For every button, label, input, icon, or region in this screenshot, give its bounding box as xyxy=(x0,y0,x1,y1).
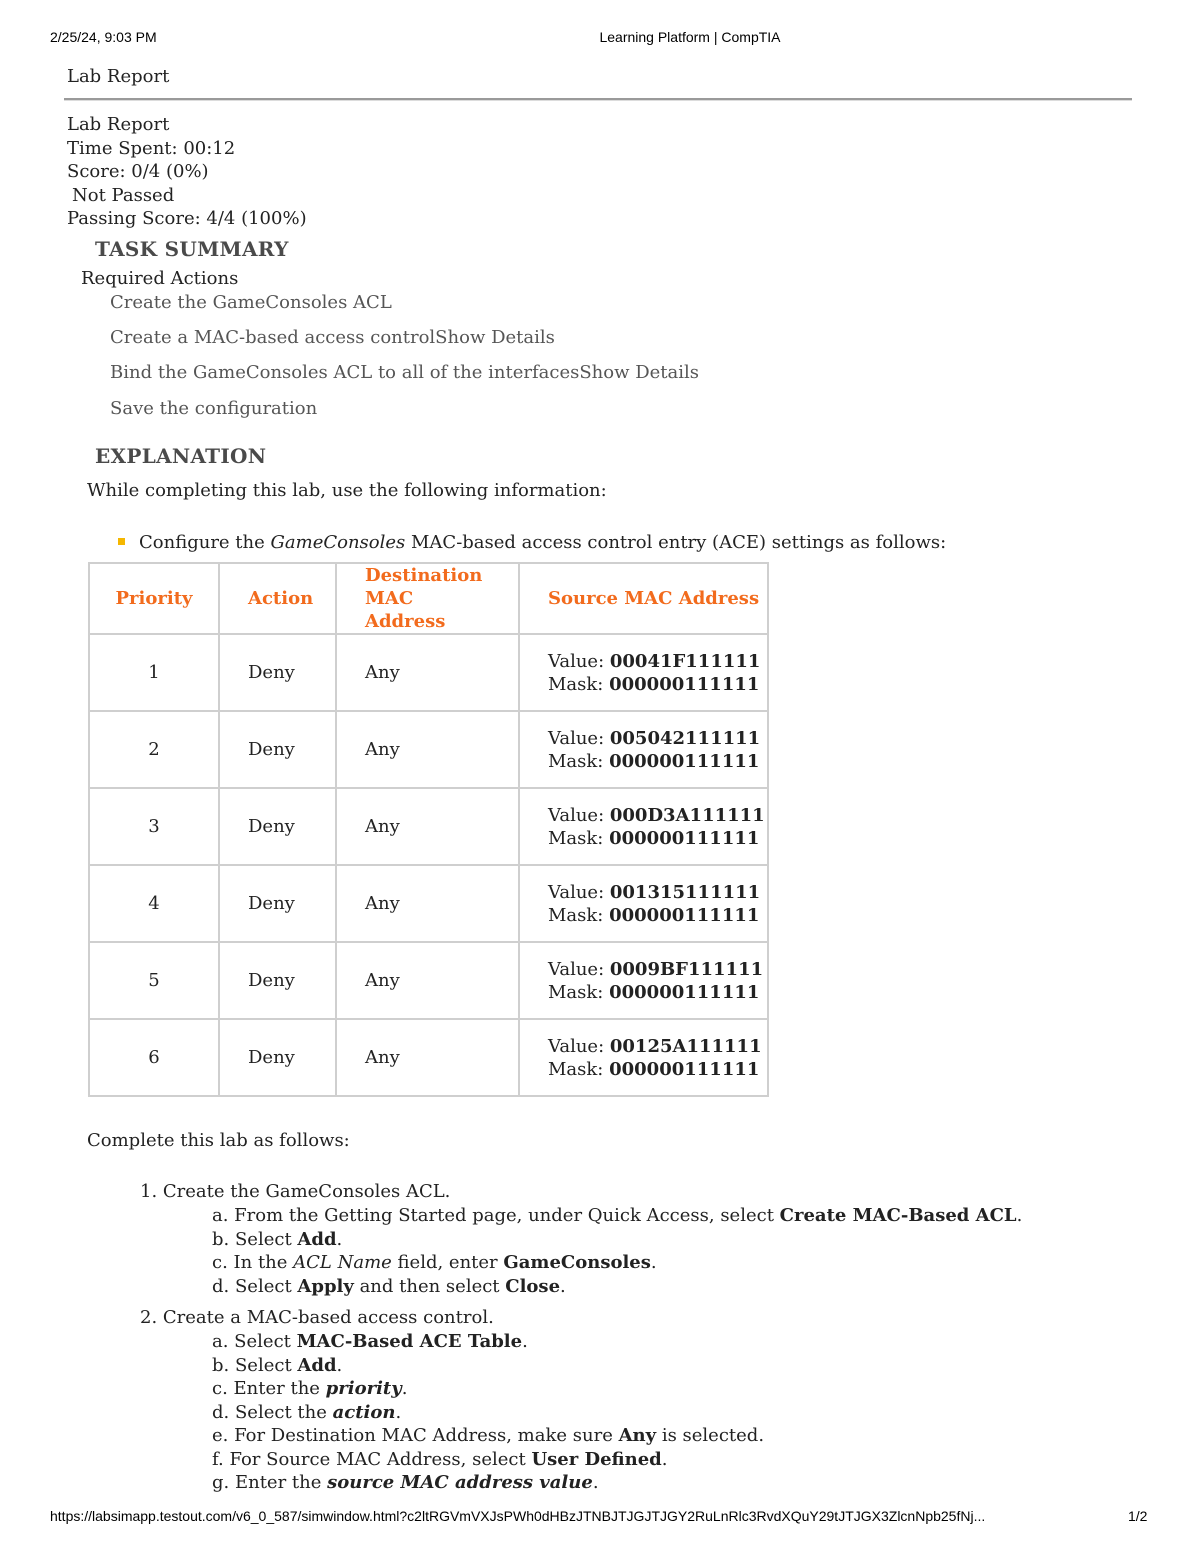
ace-settings-table xyxy=(88,562,769,1097)
cell-action: Deny xyxy=(219,942,336,1019)
source-mask xyxy=(548,1058,767,1081)
sub-step-text: . xyxy=(401,1378,408,1399)
sub-step-text: action xyxy=(332,1401,396,1423)
sub-step xyxy=(212,1355,342,1376)
column-header-source: Source MAC Address xyxy=(519,563,768,634)
cell-priority: 5 xyxy=(89,942,219,1019)
table-row xyxy=(89,634,768,711)
cell-source xyxy=(519,942,768,1019)
print-page-title: Learning Platform | CompTIA xyxy=(599,29,781,45)
cell-action: Deny xyxy=(219,1019,336,1096)
table-row xyxy=(89,711,768,788)
sub-step-text: b. Select xyxy=(212,1228,298,1250)
mask-label: Mask: xyxy=(548,750,610,772)
source-value xyxy=(548,804,767,827)
bullet-icon xyxy=(118,538,125,545)
sub-step-text: c. In the xyxy=(212,1252,294,1273)
sub-step-text: GameConsoles xyxy=(503,1252,651,1273)
sub-step-text: a. Select xyxy=(212,1331,297,1352)
sub-step-text: . xyxy=(592,1472,599,1493)
cell-priority: 6 xyxy=(89,1019,219,1096)
divider xyxy=(64,98,1132,101)
sub-step-text: source MAC address value xyxy=(327,1472,593,1493)
source-value xyxy=(548,727,767,750)
explanation-intro: While completing this lab, use the following information: xyxy=(87,480,607,501)
sub-step-text: . xyxy=(336,1228,343,1250)
cell-destination: Any xyxy=(336,711,519,788)
page-title: Lab Report xyxy=(67,66,170,87)
score: Score: 0/4 (0%) xyxy=(67,161,209,182)
cell-priority: 3 xyxy=(89,788,219,865)
value-text: 000D3A111111 xyxy=(609,804,765,826)
sub-step-text: Add xyxy=(297,1354,337,1376)
cell-action: Deny xyxy=(219,865,336,942)
sub-step-text: a. From the Getting Started page, under Quick Access, select xyxy=(212,1205,780,1226)
required-action-item[interactable]: Bind the GameConsoles ACL to all of the interfacesShow Details xyxy=(110,362,700,383)
sub-step xyxy=(212,1472,599,1493)
step-label: 2. Create a MAC-based access control. xyxy=(140,1307,494,1328)
source-mask xyxy=(548,904,767,927)
sub-step xyxy=(212,1402,401,1423)
source-mask xyxy=(548,673,767,696)
sub-step-text: c. Enter the xyxy=(212,1378,326,1399)
source-mask xyxy=(548,750,767,773)
print-url: https://labsimapp.testout.com/v6_0_587/simwindow.html?c2ltRGVmVXJsPWh0dHBzJTNBJTJGJTJGY2RuLnRlc3RvdXQuY29tJTJGX3ZlcnNpb25fNj... xyxy=(50,1508,986,1524)
sub-step xyxy=(212,1252,657,1273)
sub-step xyxy=(212,1229,342,1250)
sub-step-text: . xyxy=(395,1401,402,1423)
sub-step-text: and then select xyxy=(353,1275,506,1297)
sub-step-text: . xyxy=(661,1448,668,1470)
sub-step-text: MAC-Based ACE Table xyxy=(296,1331,523,1352)
report-summary xyxy=(67,113,307,231)
passing-score: Passing Score: 4/4 (100%) xyxy=(67,208,307,229)
status-badge: Not Passed xyxy=(72,184,175,206)
mask-label: Mask: xyxy=(548,1058,610,1080)
table-row xyxy=(89,942,768,1019)
mask-text: 000000111111 xyxy=(609,1058,760,1080)
steps-intro: Complete this lab as follows: xyxy=(87,1130,350,1151)
sub-step-text: e. For Destination MAC Address, make sure xyxy=(212,1425,619,1446)
required-action-item: Save the configuration xyxy=(110,398,318,419)
sub-step-text: . xyxy=(650,1252,657,1273)
step-label: 1. Create the GameConsoles ACL. xyxy=(140,1181,451,1202)
print-date: 2/25/24, 9:03 PM xyxy=(50,29,157,45)
task-summary-heading: TASK SUMMARY xyxy=(95,237,289,261)
source-value xyxy=(548,881,767,904)
sub-step-text: g. Enter the xyxy=(212,1472,328,1493)
table-row xyxy=(89,788,768,865)
sub-step-text: . xyxy=(522,1331,528,1352)
sub-step xyxy=(212,1331,528,1352)
explanation-heading: EXPLANATION xyxy=(95,444,267,468)
cell-source xyxy=(519,788,768,865)
value-text: 001315111111 xyxy=(609,881,761,903)
sub-step-text: ACL Name xyxy=(293,1252,392,1273)
sub-step-text: User Defined xyxy=(531,1448,662,1470)
sub-step-text: . xyxy=(1016,1205,1023,1226)
table-header-row xyxy=(89,563,768,634)
value-text: 0009BF111111 xyxy=(609,958,764,980)
required-actions-label: Required Actions xyxy=(81,268,239,289)
value-label: Value: xyxy=(548,804,610,826)
mask-text: 000000111111 xyxy=(609,673,760,695)
value-label: Value: xyxy=(548,881,610,903)
value-label: Value: xyxy=(548,727,610,749)
cell-action: Deny xyxy=(219,788,336,865)
sub-step-text: Create MAC-Based ACL xyxy=(779,1205,1017,1226)
sub-step-text: is selected. xyxy=(656,1425,765,1446)
source-value xyxy=(548,650,767,673)
cell-destination: Any xyxy=(336,634,519,711)
source-mask xyxy=(548,981,767,1004)
table-row xyxy=(89,1019,768,1096)
sub-step-text: Any xyxy=(618,1425,657,1446)
value-text: 005042111111 xyxy=(609,727,761,749)
cell-action: Deny xyxy=(219,711,336,788)
cell-action: Deny xyxy=(219,634,336,711)
cell-destination: Any xyxy=(336,1019,519,1096)
mask-label: Mask: xyxy=(548,827,610,849)
sub-step-text: f. For Source MAC Address, select xyxy=(212,1448,532,1470)
value-label: Value: xyxy=(548,1035,610,1057)
bullet-text-em: GameConsoles xyxy=(270,532,406,553)
bullet-item xyxy=(118,532,946,553)
sub-step-text: priority xyxy=(325,1378,402,1399)
cell-priority: 4 xyxy=(89,865,219,942)
cell-source xyxy=(519,634,768,711)
cell-source xyxy=(519,865,768,942)
report-subheading: Lab Report xyxy=(67,114,170,135)
sub-step-text: . xyxy=(336,1354,343,1376)
source-value xyxy=(548,1035,767,1058)
sub-step-text: Close xyxy=(505,1275,561,1297)
cell-destination: Any xyxy=(336,788,519,865)
table-row xyxy=(89,865,768,942)
sub-step xyxy=(212,1449,667,1470)
cell-source xyxy=(519,711,768,788)
cell-destination: Any xyxy=(336,865,519,942)
mask-label: Mask: xyxy=(548,981,610,1003)
sub-step-text: d. Select the xyxy=(212,1401,333,1423)
cell-destination: Any xyxy=(336,942,519,1019)
sub-step-text: b. Select xyxy=(212,1354,298,1376)
sub-step-text: field, enter xyxy=(391,1252,504,1273)
sub-step-text: d. Select xyxy=(212,1275,298,1297)
cell-priority: 1 xyxy=(89,634,219,711)
sub-step-text: Add xyxy=(297,1228,337,1250)
print-page-number: 1/2 xyxy=(1128,1508,1148,1524)
required-action-item[interactable]: Create a MAC-based access controlShow Details xyxy=(110,327,555,348)
sub-step-text: . xyxy=(560,1275,566,1297)
column-header-action: Action xyxy=(219,563,336,634)
time-spent: Time Spent: 00:12 xyxy=(67,137,236,159)
cell-priority: 2 xyxy=(89,711,219,788)
sub-step xyxy=(212,1205,1022,1226)
sub-step xyxy=(212,1378,407,1399)
required-action-item: Create the GameConsoles ACL xyxy=(110,292,392,313)
source-mask xyxy=(548,827,767,850)
mask-text: 000000111111 xyxy=(609,904,760,926)
mask-text: 000000111111 xyxy=(609,981,760,1003)
value-text: 00125A111111 xyxy=(609,1035,762,1057)
destination-header-text: Destination MAC Address xyxy=(365,565,483,632)
sub-step xyxy=(212,1276,566,1297)
mask-label: Mask: xyxy=(548,673,610,695)
cell-source xyxy=(519,1019,768,1096)
source-value xyxy=(548,958,767,981)
column-header-destination xyxy=(336,563,519,634)
mask-label: Mask: xyxy=(548,904,610,926)
bullet-text-pre: Configure the xyxy=(139,532,271,553)
mask-text: 000000111111 xyxy=(609,750,760,772)
value-text: 00041F111111 xyxy=(609,650,761,672)
bullet-text-post: MAC-based access control entry (ACE) settings as follows: xyxy=(405,532,947,553)
value-label: Value: xyxy=(548,650,610,672)
sub-step-text: Apply xyxy=(297,1275,354,1297)
mask-text: 000000111111 xyxy=(609,827,760,849)
sub-step xyxy=(212,1425,764,1446)
value-label: Value: xyxy=(548,958,610,980)
column-header-priority: Priority xyxy=(89,563,219,634)
